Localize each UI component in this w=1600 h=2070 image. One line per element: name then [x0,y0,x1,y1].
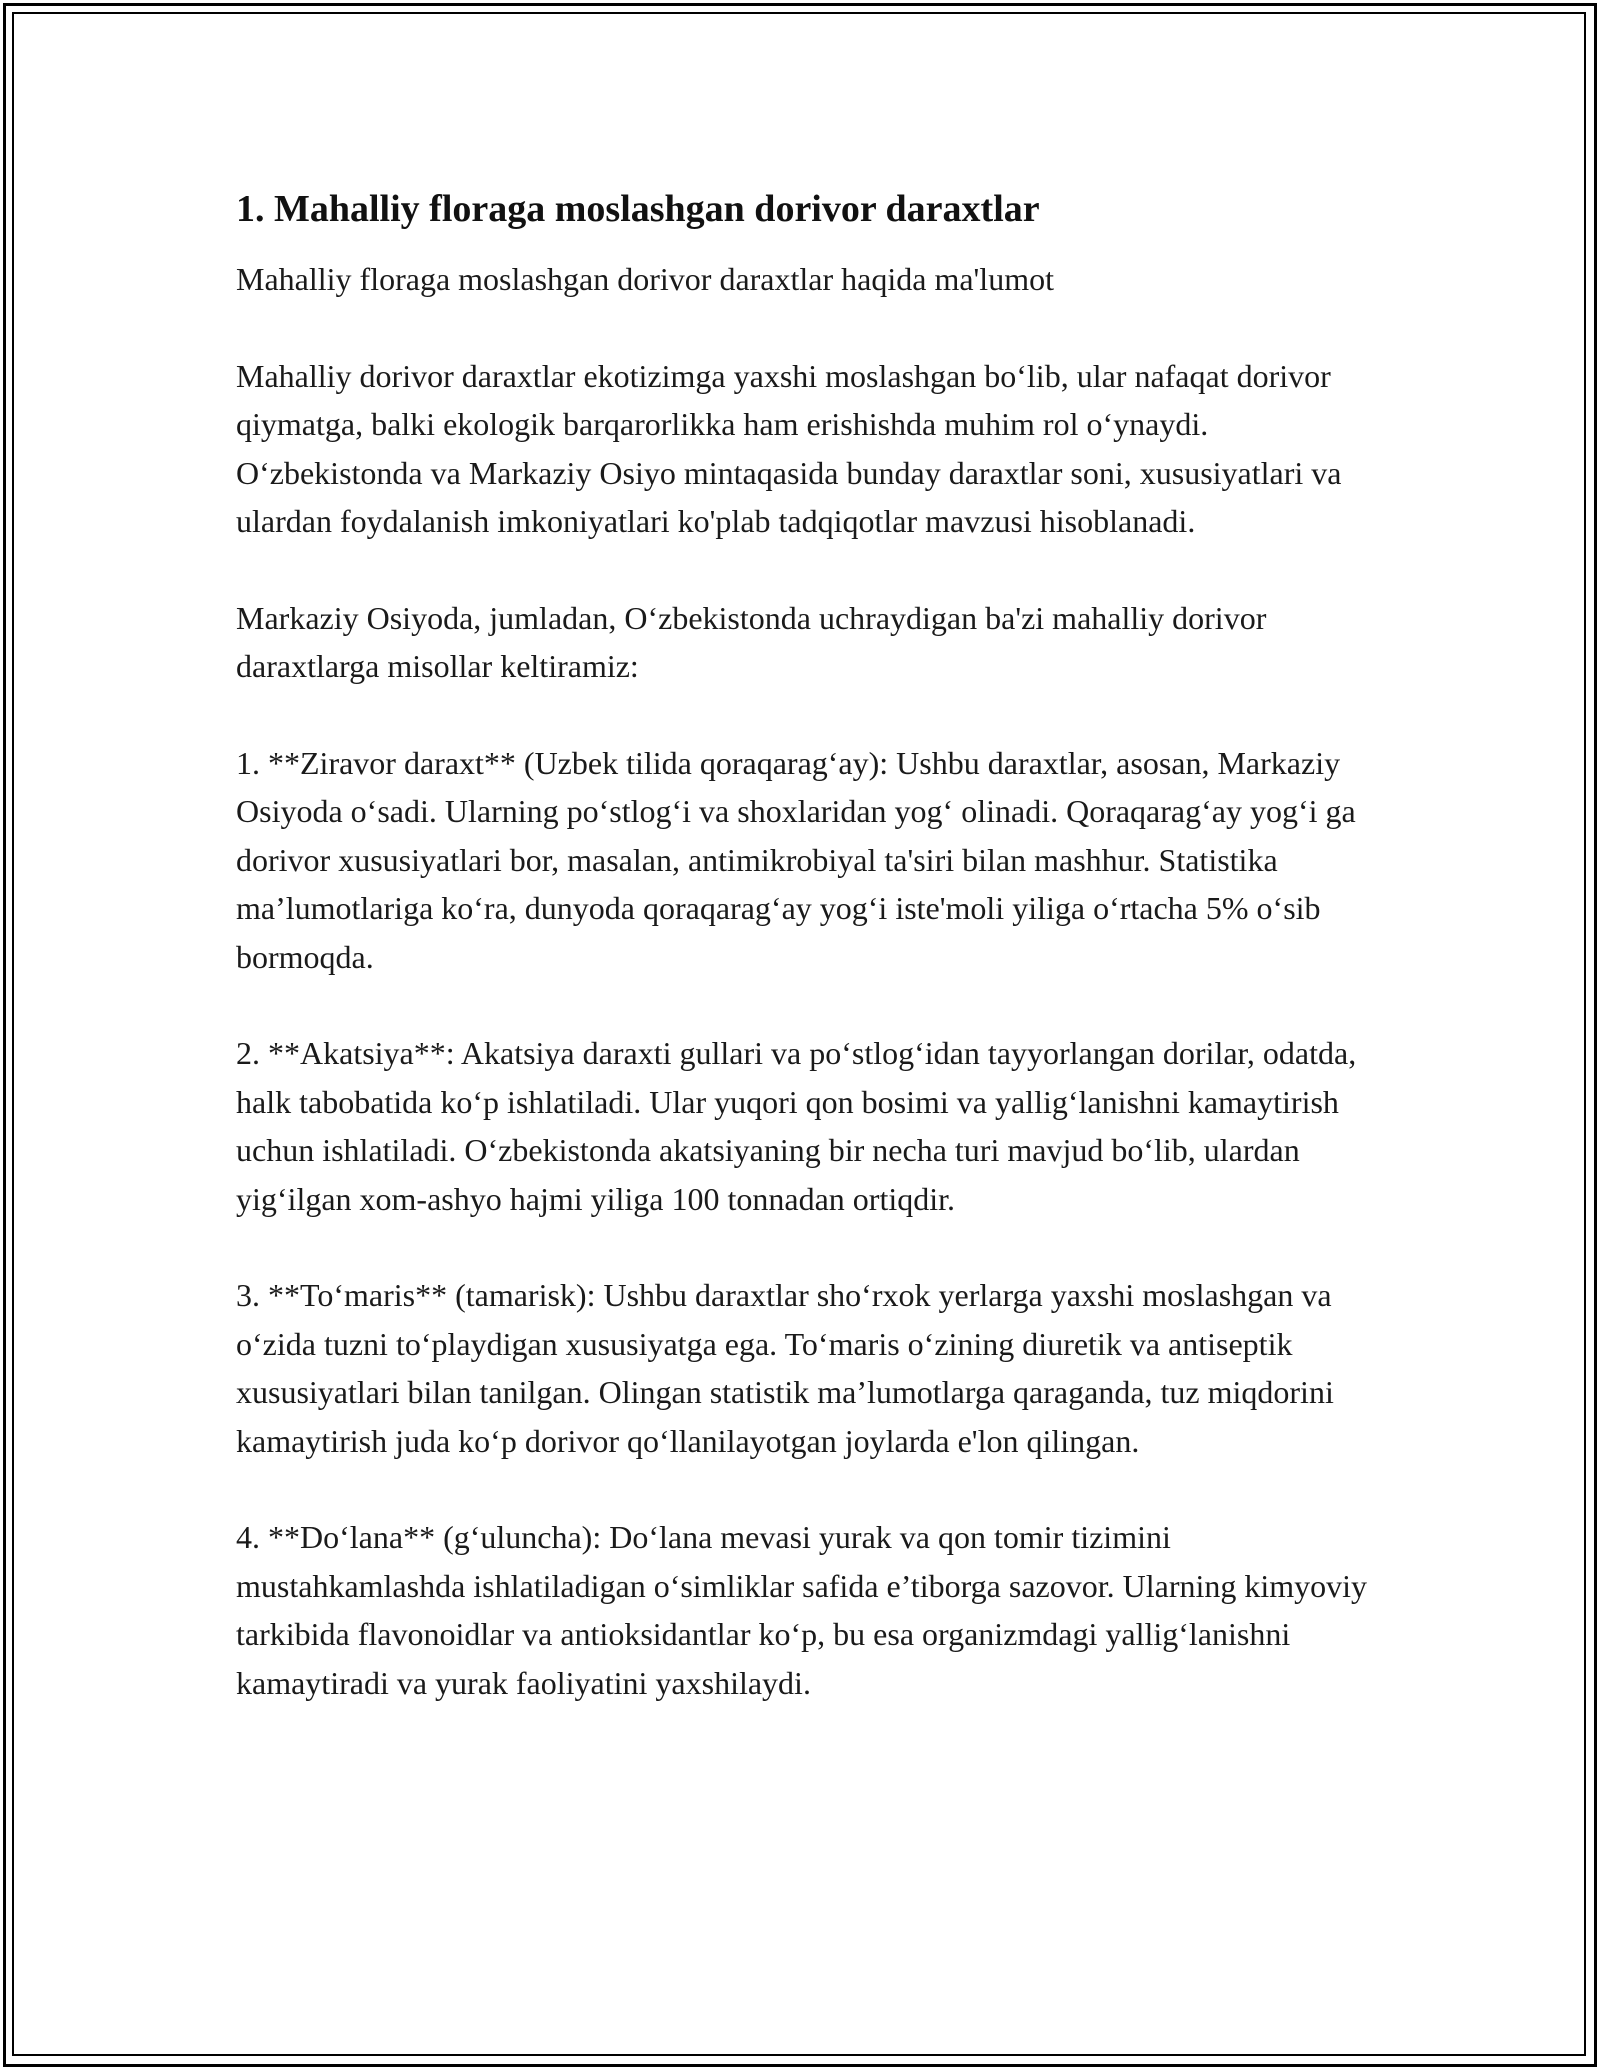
section-heading: 1. Mahalliy floraga moslashgan dorivor daraxtlar [236,188,1040,230]
document-body [236,185,1376,1755]
list-item-akatsiya: 2. **Akatsiya**: Akatsiya daraxti gullari va po‘stlog‘idan tayyorlangan dorilar, odatda, halk tabobatida ko‘p ishlatiladi. Ular yuqori qon bosimi va yallig‘lanishni kamaytirish uchun ishlatiladi. O‘zbekistonda akatsiyaning bir necha turi mavjud bo‘lib, ulardan yig‘ilgan xom-ashyo hajmi yiliga 100 tonnadan ortiqdir. [236,1035,1357,1217]
section-subtitle: Mahalliy floraga moslashgan dorivor daraxtlar haqida ma'lumot [236,261,1054,297]
list-item-dolana: 4. **Do‘lana** (g‘uluncha): Do‘lana mevasi yurak va qon tomir tizimini mustahkamlashda ishlatiladigan o‘simliklar safida e’tiborga sazovor. Ularning kimyoviy tarkibida flavonoidlar va antioksidantlar ko‘p, bu esa organizmdagi yallig‘lanishni kamaytiradi va yurak faoliyatini yaxshilaydi. [236,1519,1368,1701]
list-item-ziravor: 1. **Ziravor daraxt** (Uzbek tilida qoraqarag‘ay): Ushbu daraxtlar, asosan, Markaziy Osiyoda o‘sadi. Ularning po‘stlog‘i va shoxlaridan yog‘ olinadi. Qoraqarag‘ay yog‘i ga dorivor xususiyatlari bor, masalan, antimikrobiyal ta'siri bilan mashhur. Statistika ma’lumotlariga ko‘ra, dunyoda qoraqarag‘ay yog‘i iste'moli yiliga o‘rtacha 5% o‘sib bormoqda. [236,744,1356,975]
paragraph-intro: Mahalliy dorivor daraxtlar ekotizimga yaxshi moslashgan bo‘lib, ular nafaqat dorivor qiymatga, balki ekologik barqarorlikka ham erishishda muhim rol o‘ynaydi. O‘zbekistonda va Markaziy Osiyo mintaqasida bunday daraxtlar soni, xususiyatlari va ulardan foydalanish imkoniyatlari ko'plab tadqiqotlar mavzusi hisoblanadi. [236,357,1342,539]
paragraph-examples-lead: Markaziy Osiyoda, jumladan, O‘zbekistonda uchraydigan ba'zi mahalliy dorivor daraxtlarga misollar keltiramiz: [236,599,1267,684]
list-item-tomaris: 3. **To‘maris** (tamarisk): Ushbu daraxtlar sho‘rxok yerlarga yaxshi moslashgan va o‘zida tuzni to‘playdigan xususiyatga ega. To‘maris o‘zining diuretik va antiseptik xususiyatlari bilan tanilgan. Olingan statistik ma’lumotlarga qaraganda, tuz miqdorini kamaytirish juda ko‘p dorivor qo‘llanilayotgan joylarda e'lon qilingan. [236,1277,1334,1459]
